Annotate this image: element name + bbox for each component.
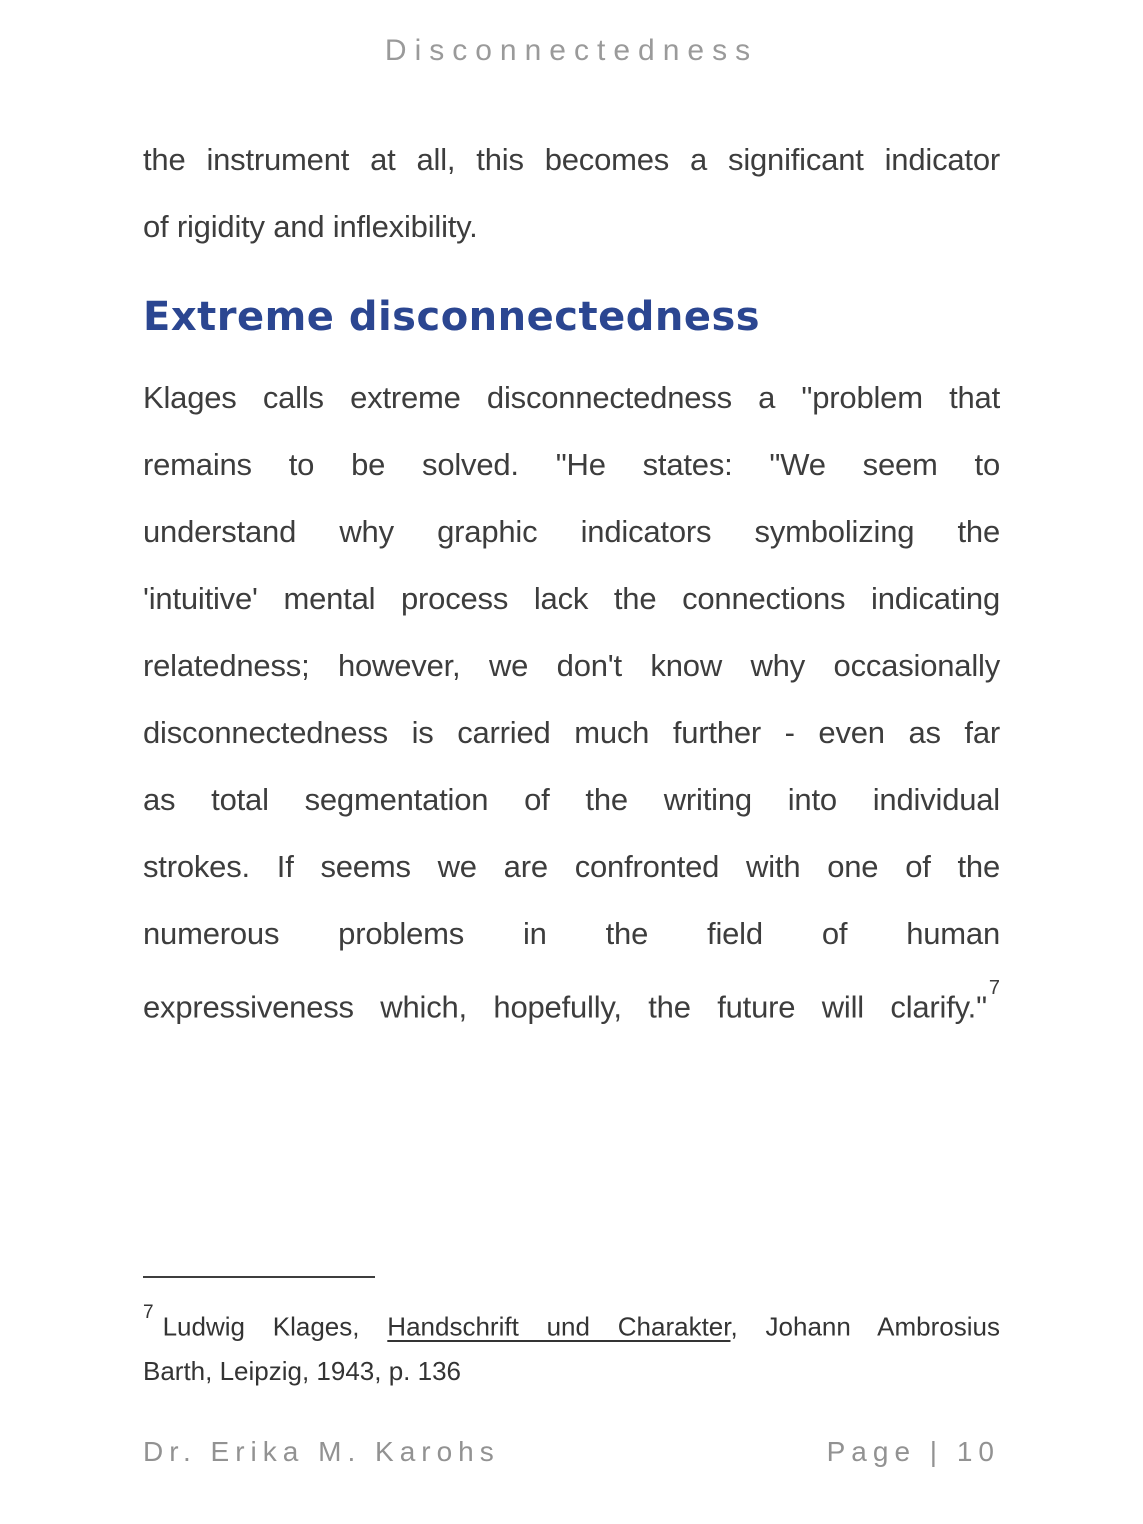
footnote xyxy=(143,1299,1000,1393)
footnote-reference-superscript: 7 xyxy=(988,977,1000,999)
footnote-separator-rule xyxy=(143,1276,375,1278)
paragraph-line: as total segmentation of the writing into individual xyxy=(143,782,1000,817)
paragraph-line: disconnectedness is carried much further - even as far xyxy=(143,715,1000,750)
intro-line: of rigidity and inflexibility. xyxy=(143,209,478,244)
paragraph-line: 'intuitive' mental process lack the connections indicating xyxy=(143,581,1000,616)
paragraph-last-line xyxy=(143,967,1000,1040)
footnote-text-pre: Ludwig Klages, xyxy=(162,1311,388,1342)
footnote-marker: 7 xyxy=(143,1302,154,1323)
intro-paragraph xyxy=(143,126,1000,260)
page-footer xyxy=(143,1435,1000,1469)
paragraph-line: understand why graphic indicators symbolizing the xyxy=(143,514,1000,549)
footnote-line xyxy=(143,1299,1000,1349)
footer-author: Dr. Erika M. Karohs xyxy=(143,1436,500,1467)
section-paragraph xyxy=(143,364,1000,1040)
footnote-book-title: Handschrift und Charakter xyxy=(387,1311,731,1342)
paragraph-line: strokes. If seems we are confronted with one of the xyxy=(143,849,1000,884)
paragraph-last-line-text: expressiveness which, hopefully, the future will clarify." xyxy=(143,989,987,1025)
paragraph-line: Klages calls extreme disconnectedness a "problem that xyxy=(143,380,1000,415)
footer-page-number: Page | 10 xyxy=(826,1436,1000,1467)
paragraph-line: numerous problems in the field of human xyxy=(143,916,1000,951)
intro-line: the instrument at all, this becomes a significant indicator xyxy=(143,142,1000,177)
section-heading: Extreme disconnectedness xyxy=(143,294,761,340)
footnote-line: Barth, Leipzig, 1943, p. 136 xyxy=(143,1355,462,1386)
footnote-text-post: , Johann Ambrosius xyxy=(730,1311,1001,1342)
running-header-title: Disconnectedness xyxy=(384,34,759,67)
paragraph-line: remains to be solved. "He states: "We seem to xyxy=(143,447,1000,482)
paragraph-line: relatedness; however, we don't know why occasionally xyxy=(143,648,1000,683)
